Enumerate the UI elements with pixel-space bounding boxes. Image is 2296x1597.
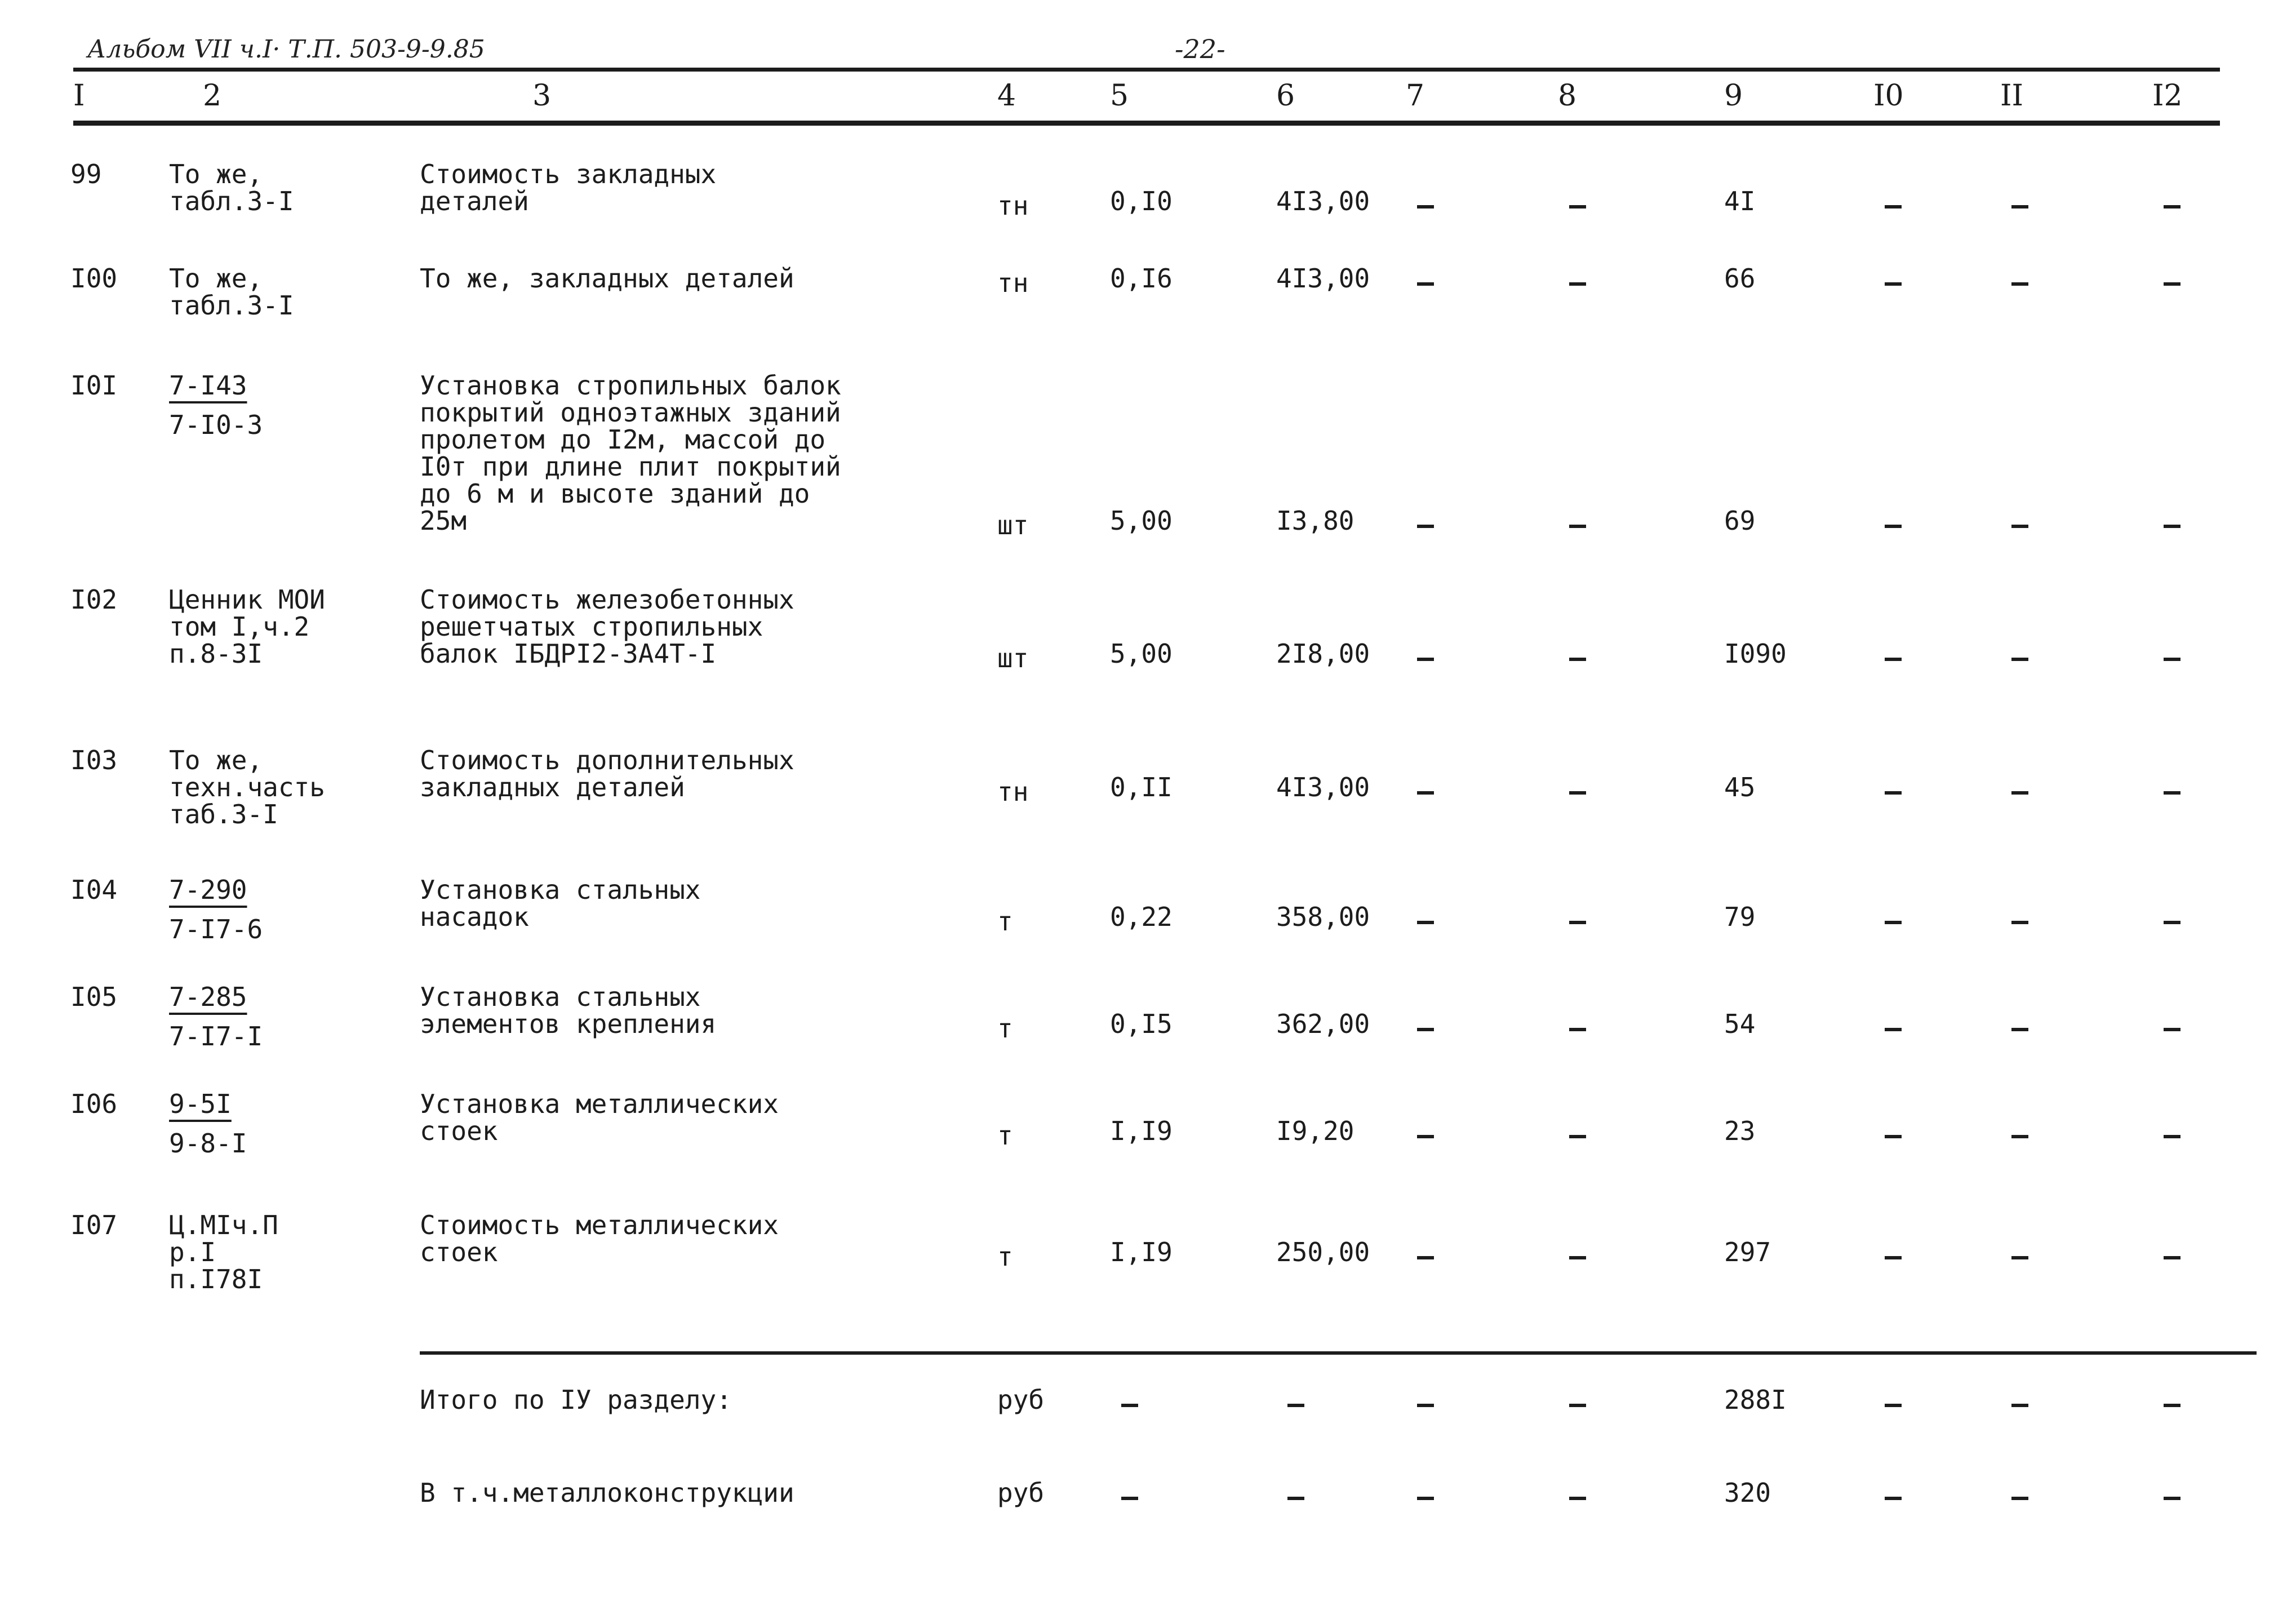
col8-value	[1569, 644, 1586, 671]
norm-reference: То же,	[169, 159, 263, 189]
col12-value	[2164, 1242, 2180, 1269]
column-header-12: I2	[2152, 79, 2183, 113]
col10-value	[1885, 191, 1902, 218]
norm-reference-line2: табл.3-I	[169, 290, 294, 321]
dash-mark	[1885, 1135, 1902, 1138]
row-number: I07	[70, 1210, 118, 1240]
col11-value	[2011, 511, 2028, 538]
dash-mark	[2011, 1497, 2028, 1500]
dash-mark	[1885, 205, 1902, 209]
dash-mark	[2011, 1135, 2028, 1138]
unit: тн	[997, 777, 1029, 807]
norm-reference: То же,	[169, 263, 263, 294]
column-header-3: 3	[532, 79, 552, 113]
unit-price: 4I3,00	[1276, 772, 1370, 802]
dash-mark	[1569, 1028, 1586, 1031]
quantity: 0,I6	[1110, 263, 1173, 294]
page-number: -22-	[1175, 34, 1225, 64]
dash-mark	[1417, 1497, 1434, 1500]
dash-mark	[1885, 282, 1902, 286]
dash-mark	[1569, 205, 1586, 209]
totals-label: В т.ч.металлоконструкции	[420, 1478, 794, 1508]
col8-value	[1569, 777, 1586, 804]
unit-price: I9,20	[1276, 1116, 1354, 1146]
dash-mark	[1569, 525, 1586, 528]
header-top-rule	[73, 68, 2220, 72]
norm-reference: 9-5I	[169, 1089, 232, 1119]
dash-mark	[1287, 1497, 1304, 1500]
quantity: I,I9	[1110, 1237, 1173, 1267]
column-header-9: 9	[1724, 79, 1743, 113]
work-description: Установка стальных насадок	[420, 875, 701, 932]
totals-unit: руб	[997, 1385, 1045, 1415]
dash-mark	[1885, 525, 1902, 528]
col11-value	[2011, 1121, 2028, 1148]
dash-mark	[1287, 1404, 1304, 1407]
norm-reference-line2: 7-I7-6	[169, 914, 263, 944]
dash-mark	[1417, 282, 1434, 286]
totals-col8	[1569, 1483, 1586, 1510]
norm-reference-line2: р.I	[169, 1237, 216, 1267]
row-number: I03	[70, 745, 118, 775]
column-header-2: 2	[203, 79, 222, 113]
col11-value	[2011, 777, 2028, 804]
quantity: I,I9	[1110, 1116, 1173, 1146]
total-cost: 54	[1724, 1009, 1756, 1039]
work-description: Стоимость железобетонных решетчатых стропильных балок IБДРI2-3А4Т-I	[420, 584, 794, 669]
col10-value	[1885, 1014, 1902, 1041]
totals-col7	[1417, 1390, 1434, 1417]
col12-value	[2164, 777, 2180, 804]
dash-mark	[2164, 1028, 2180, 1031]
norm-reference: Ценник МОИ	[169, 584, 325, 615]
dash-mark	[1417, 791, 1434, 795]
col7-value	[1417, 268, 1434, 295]
dash-mark	[1417, 525, 1434, 528]
unit: т	[997, 1013, 1013, 1044]
totals-col6	[1287, 1483, 1304, 1510]
dash-mark	[2164, 1404, 2180, 1407]
norm-reference-line2: том I,ч.2	[169, 611, 310, 642]
norm-reference: 7-290	[169, 875, 247, 905]
work-description: Стоимость закладных деталей	[420, 159, 717, 216]
col10-value	[1885, 1242, 1902, 1269]
col8-value	[1569, 511, 1586, 538]
col10-value	[1885, 1121, 1902, 1148]
col10-value	[1885, 777, 1902, 804]
dash-mark	[1569, 921, 1586, 924]
dash-mark	[1569, 1256, 1586, 1259]
col7-value	[1417, 191, 1434, 218]
totals-unit: руб	[997, 1478, 1045, 1508]
dash-mark	[1121, 1404, 1138, 1407]
total-cost: I090	[1724, 638, 1787, 669]
norm-reference: 7-I43	[169, 370, 247, 401]
norm-reference-line2: техн.часть	[169, 772, 325, 802]
dash-mark	[2011, 282, 2028, 286]
row-number: I0I	[70, 370, 118, 401]
column-header-1: I	[73, 79, 85, 113]
dash-mark	[1885, 1497, 1902, 1500]
dash-mark	[1569, 1497, 1586, 1500]
col11-value	[2011, 268, 2028, 295]
dash-mark	[1885, 658, 1902, 661]
row-number: I06	[70, 1089, 118, 1119]
col8-value	[1569, 191, 1586, 218]
dash-mark	[2011, 1404, 2028, 1407]
header-bottom-rule	[73, 121, 2220, 126]
unit: т	[997, 1241, 1013, 1272]
totals-col11	[2011, 1483, 2028, 1510]
dash-mark	[2011, 658, 2028, 661]
row-number: I00	[70, 263, 118, 294]
col8-value	[1569, 1014, 1586, 1041]
norm-reference-line2: 9-8-I	[169, 1128, 247, 1159]
dash-mark	[2164, 1256, 2180, 1259]
col7-value	[1417, 644, 1434, 671]
totals-col12	[2164, 1483, 2180, 1510]
totals-col10	[1885, 1390, 1902, 1417]
dash-mark	[2011, 525, 2028, 528]
album-reference: Альбом VII ч.I· Т.П. 503-9-9.85	[87, 35, 485, 64]
col12-value	[2164, 907, 2180, 934]
unit-price: 358,00	[1276, 902, 1370, 932]
work-description: Установка стропильных балок покрытий одноэтажных зданий пролетом до I2м, массой до I0т при длине плит покрытий до 6 м и высоте зданий до 25м	[420, 370, 841, 536]
unit: т	[997, 906, 1013, 937]
totals-col5	[1121, 1390, 1138, 1417]
totals-col8	[1569, 1390, 1586, 1417]
row-number: 99	[70, 159, 102, 189]
norm-reference: То же,	[169, 745, 263, 775]
dash-mark	[2164, 658, 2180, 661]
dash-mark	[2011, 205, 2028, 209]
dash-mark	[1417, 1256, 1434, 1259]
col12-value	[2164, 644, 2180, 671]
dash-mark	[1417, 658, 1434, 661]
row-number: I02	[70, 584, 118, 615]
unit: тн	[997, 268, 1029, 298]
unit: шт	[997, 643, 1029, 673]
work-description: Установка металлических стоек	[420, 1089, 779, 1146]
column-header-7: 7	[1406, 79, 1425, 113]
dash-mark	[1569, 658, 1586, 661]
column-header-4: 4	[997, 79, 1016, 113]
totals-label: Итого по IУ разделу:	[420, 1385, 732, 1415]
total-cost: 79	[1724, 902, 1756, 932]
col12-value	[2164, 511, 2180, 538]
dash-mark	[1569, 1135, 1586, 1138]
quantity: 0,22	[1110, 902, 1173, 932]
quantity: 5,00	[1110, 638, 1173, 669]
col7-value	[1417, 1121, 1434, 1148]
dash-mark	[2164, 921, 2180, 924]
dash-mark	[1569, 791, 1586, 795]
row-number: I04	[70, 875, 118, 905]
col7-value	[1417, 1014, 1434, 1041]
column-header-6: 6	[1276, 79, 1295, 113]
unit: шт	[997, 510, 1029, 540]
col12-value	[2164, 1121, 2180, 1148]
quantity: 0,I0	[1110, 186, 1173, 216]
col8-value	[1569, 907, 1586, 934]
dash-mark	[2011, 921, 2028, 924]
dash-mark	[1417, 1028, 1434, 1031]
total-cost: 69	[1724, 505, 1756, 536]
column-header-8: 8	[1558, 79, 1577, 113]
totals-rule	[420, 1351, 2257, 1355]
col11-value	[2011, 1014, 2028, 1041]
dash-mark	[1885, 1404, 1902, 1407]
unit-price: 4I3,00	[1276, 186, 1370, 216]
col11-value	[2011, 1242, 2028, 1269]
dash-mark	[1885, 791, 1902, 795]
total-cost: 4I	[1724, 186, 1756, 216]
totals-col11	[2011, 1390, 2028, 1417]
column-header-10: I0	[1873, 79, 1904, 113]
totals-col5	[1121, 1483, 1138, 1510]
col7-value	[1417, 511, 1434, 538]
quantity: 0,I5	[1110, 1009, 1173, 1039]
norm-reference-line3: таб.3-I	[169, 799, 278, 829]
col11-value	[2011, 907, 2028, 934]
dash-mark	[1417, 1404, 1434, 1407]
col8-value	[1569, 1242, 1586, 1269]
dash-mark	[1121, 1497, 1138, 1500]
col11-value	[2011, 191, 2028, 218]
dash-mark	[2164, 525, 2180, 528]
col12-value	[2164, 1014, 2180, 1041]
dash-mark	[1417, 921, 1434, 924]
dash-mark	[2011, 1028, 2028, 1031]
norm-reference-line3: п.8-3I	[169, 638, 263, 669]
totals-sum: 288I	[1724, 1385, 1787, 1415]
totals-col7	[1417, 1483, 1434, 1510]
totals-col12	[2164, 1390, 2180, 1417]
norm-reference-line2: 7-I0-3	[169, 410, 263, 440]
dash-mark	[1885, 1028, 1902, 1031]
col7-value	[1417, 1242, 1434, 1269]
col11-value	[2011, 644, 2028, 671]
col10-value	[1885, 907, 1902, 934]
dash-mark	[2164, 791, 2180, 795]
total-cost: 23	[1724, 1116, 1756, 1146]
work-description: Стоимость металлических стоек	[420, 1210, 779, 1267]
col10-value	[1885, 268, 1902, 295]
norm-reference-line2: табл.3-I	[169, 186, 294, 216]
dash-mark	[2164, 205, 2180, 209]
dash-mark	[2011, 1256, 2028, 1259]
total-cost: 297	[1724, 1237, 1771, 1267]
dash-mark	[2164, 1135, 2180, 1138]
dash-mark	[1885, 1256, 1902, 1259]
column-header-5: 5	[1110, 79, 1129, 113]
work-description: Стоимость дополнительных закладных деталей	[420, 745, 794, 802]
unit: тн	[997, 190, 1029, 221]
col12-value	[2164, 191, 2180, 218]
norm-reference: Ц.МIч.П	[169, 1210, 278, 1240]
total-cost: 66	[1724, 263, 1756, 294]
norm-reference-line3: п.I78I	[169, 1264, 263, 1294]
quantity: 0,II	[1110, 772, 1173, 802]
totals-col6	[1287, 1390, 1304, 1417]
norm-reference-line2: 7-I7-I	[169, 1021, 263, 1052]
dash-mark	[1417, 1135, 1434, 1138]
unit-price: 362,00	[1276, 1009, 1370, 1039]
totals-col10	[1885, 1483, 1902, 1510]
work-description: То же, закладных деталей	[420, 263, 794, 294]
dash-mark	[2011, 791, 2028, 795]
unit-price: 2I8,00	[1276, 638, 1370, 669]
col10-value	[1885, 511, 1902, 538]
col10-value	[1885, 644, 1902, 671]
totals-sum: 320	[1724, 1478, 1771, 1508]
unit-price: I3,80	[1276, 505, 1354, 536]
col7-value	[1417, 907, 1434, 934]
col7-value	[1417, 777, 1434, 804]
dash-mark	[1885, 921, 1902, 924]
unit-price: 250,00	[1276, 1237, 1370, 1267]
col8-value	[1569, 1121, 1586, 1148]
col12-value	[2164, 268, 2180, 295]
unit-price: 4I3,00	[1276, 263, 1370, 294]
row-number: I05	[70, 982, 118, 1012]
norm-reference: 7-285	[169, 982, 247, 1012]
quantity: 5,00	[1110, 505, 1173, 536]
dash-mark	[2164, 1497, 2180, 1500]
dash-mark	[1569, 1404, 1586, 1407]
col8-value	[1569, 268, 1586, 295]
dash-mark	[1569, 282, 1586, 286]
work-description: Установка стальных элементов крепления	[420, 982, 717, 1039]
dash-mark	[1417, 205, 1434, 209]
unit: т	[997, 1120, 1013, 1151]
total-cost: 45	[1724, 772, 1756, 802]
column-header-11: II	[2000, 79, 2024, 113]
dash-mark	[2164, 282, 2180, 286]
